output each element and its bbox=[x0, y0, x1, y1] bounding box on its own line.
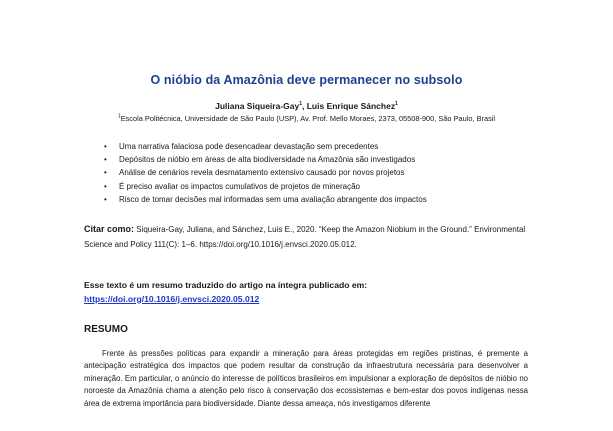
affiliation-marker: 1 bbox=[117, 113, 121, 120]
section-heading: RESUMO bbox=[84, 324, 128, 335]
highlight-text: É preciso avaliar os impactos cumulativos de projetos de mineração bbox=[119, 181, 361, 191]
list-item bbox=[92, 153, 427, 166]
bullet-icon: • bbox=[104, 194, 107, 204]
author-1-affil-marker: 1 bbox=[299, 101, 303, 108]
bullet-icon: • bbox=[104, 142, 107, 151]
affiliation-line bbox=[0, 114, 613, 123]
doi-link[interactable]: https://doi.org/10.1016/j.envsci.2020.05.012 bbox=[84, 293, 260, 304]
citation-block bbox=[84, 222, 534, 252]
list-item bbox=[92, 180, 427, 193]
affiliation-text: Escola Politécnica, Universidade de São Paulo (USP), Av. Prof. Mello Moraes, 2373, 05508-900, São Paulo, Brasil bbox=[120, 114, 496, 123]
citation-label: Citar como: bbox=[84, 224, 135, 234]
summary-note-text: Esse texto é um resumo traduzido do artigo na íntegra publicado em: bbox=[84, 280, 368, 290]
bullet-icon: • bbox=[104, 181, 107, 191]
abstract-paragraph: Frente às pressões políticas para expandir a mineração para áreas protegidas em regiões pristinas, é premente a antecipação estratégica dos impactos que podem resultar da construção da infraestrutura necessária para desenvolver a mineração. Em particular, o anúncio do interesse de políticos brasileiros em impulsionar a exploração de depósitos de nióbio no noroeste da Amazônia chama a atenção pelo risco à conservação dos ecossistemas e bem-estar dos povos indígenas nessa área de extrema importância para biodiversidade. Diante dessa ameaça, nós investigamos diferente bbox=[84, 349, 528, 408]
paper-title: O nióbio da Amazônia deve permanecer no subsolo bbox=[150, 73, 463, 87]
list-item bbox=[92, 193, 427, 206]
author-1: Juliana Siqueira-Gay bbox=[215, 101, 300, 111]
highlight-text: Análise de cenários revela desmatamento extensivo causado por novos projetos bbox=[119, 168, 405, 178]
bullet-icon: • bbox=[104, 155, 107, 165]
author-line bbox=[0, 101, 613, 111]
highlight-text: Risco de tomar decisões mal informadas sem uma avaliação abrangente dos impactos bbox=[119, 194, 427, 204]
author-2: , Luis Enrique Sánchez bbox=[302, 101, 396, 111]
list-item bbox=[92, 166, 427, 179]
list-item bbox=[92, 140, 427, 153]
citation-text: Siqueira-Gay, Juliana, and Sánchez, Luis E., 2020. “Keep the Amazon Niobium in the Ground.” Environmental Science and Policy 111(C): 1–6. https://doi.org/10.1016/j.envsci.2020.05.012. bbox=[84, 225, 526, 249]
highlight-text: Depósitos de nióbio em áreas de alta biodiversidade na Amazônia são investigados bbox=[119, 155, 416, 165]
bullet-icon: • bbox=[104, 168, 107, 178]
highlights-list bbox=[92, 140, 427, 206]
highlight-text: Uma narrativa falaciosa pode desencadear devastação sem precedentes bbox=[119, 142, 379, 151]
summary-note bbox=[84, 279, 534, 306]
author-2-affil-marker: 1 bbox=[395, 101, 398, 108]
